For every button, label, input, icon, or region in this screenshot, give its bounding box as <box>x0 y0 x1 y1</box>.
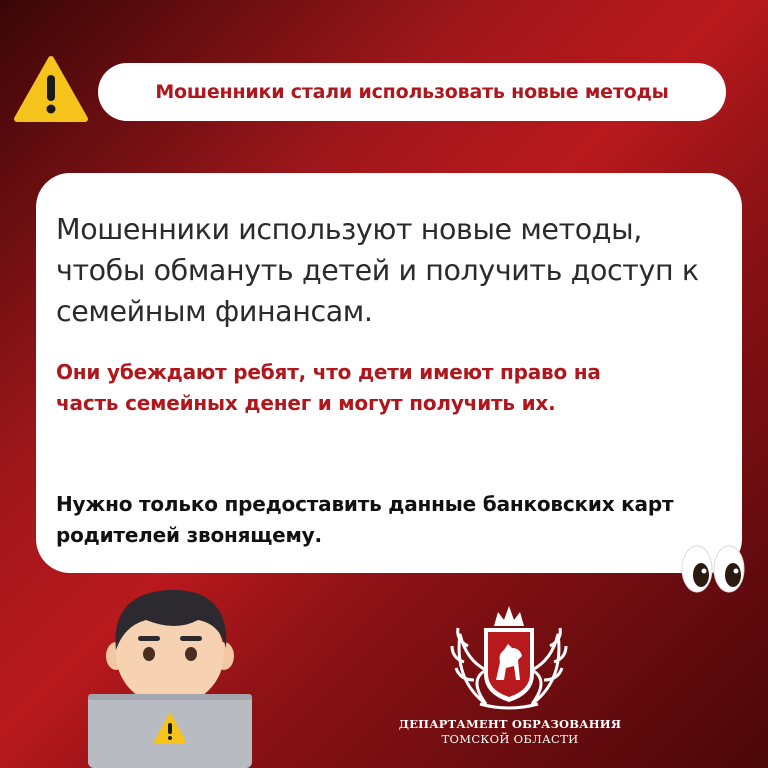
warning-text: Они убеждают ребят, что дети имеют право на часть семейных денег и могут получить их. <box>56 360 601 415</box>
person-at-laptop-icon <box>80 580 260 768</box>
header-title: Мошенники стали использовать новые методы <box>155 81 669 103</box>
tomsk-emblem-icon <box>446 600 572 714</box>
warning-icon <box>14 55 88 123</box>
header-banner <box>98 63 726 121</box>
department-caption <box>380 716 640 747</box>
department-name: ДЕПАРТАМЕНТ ОБРАЗОВАНИЯ <box>398 717 622 731</box>
lead-text: Мошенники используют новые методы, чтобы обмануть детей и получить доступ к семейным финансам. <box>56 213 699 328</box>
department-region: ТОМСКОЙ ОБЛАСТИ <box>441 732 579 746</box>
eyes-icon <box>680 542 746 594</box>
message-card <box>36 173 742 573</box>
instruction-text: Нужно только предоставить данные банковских карт родителей звонящему. <box>56 492 674 547</box>
